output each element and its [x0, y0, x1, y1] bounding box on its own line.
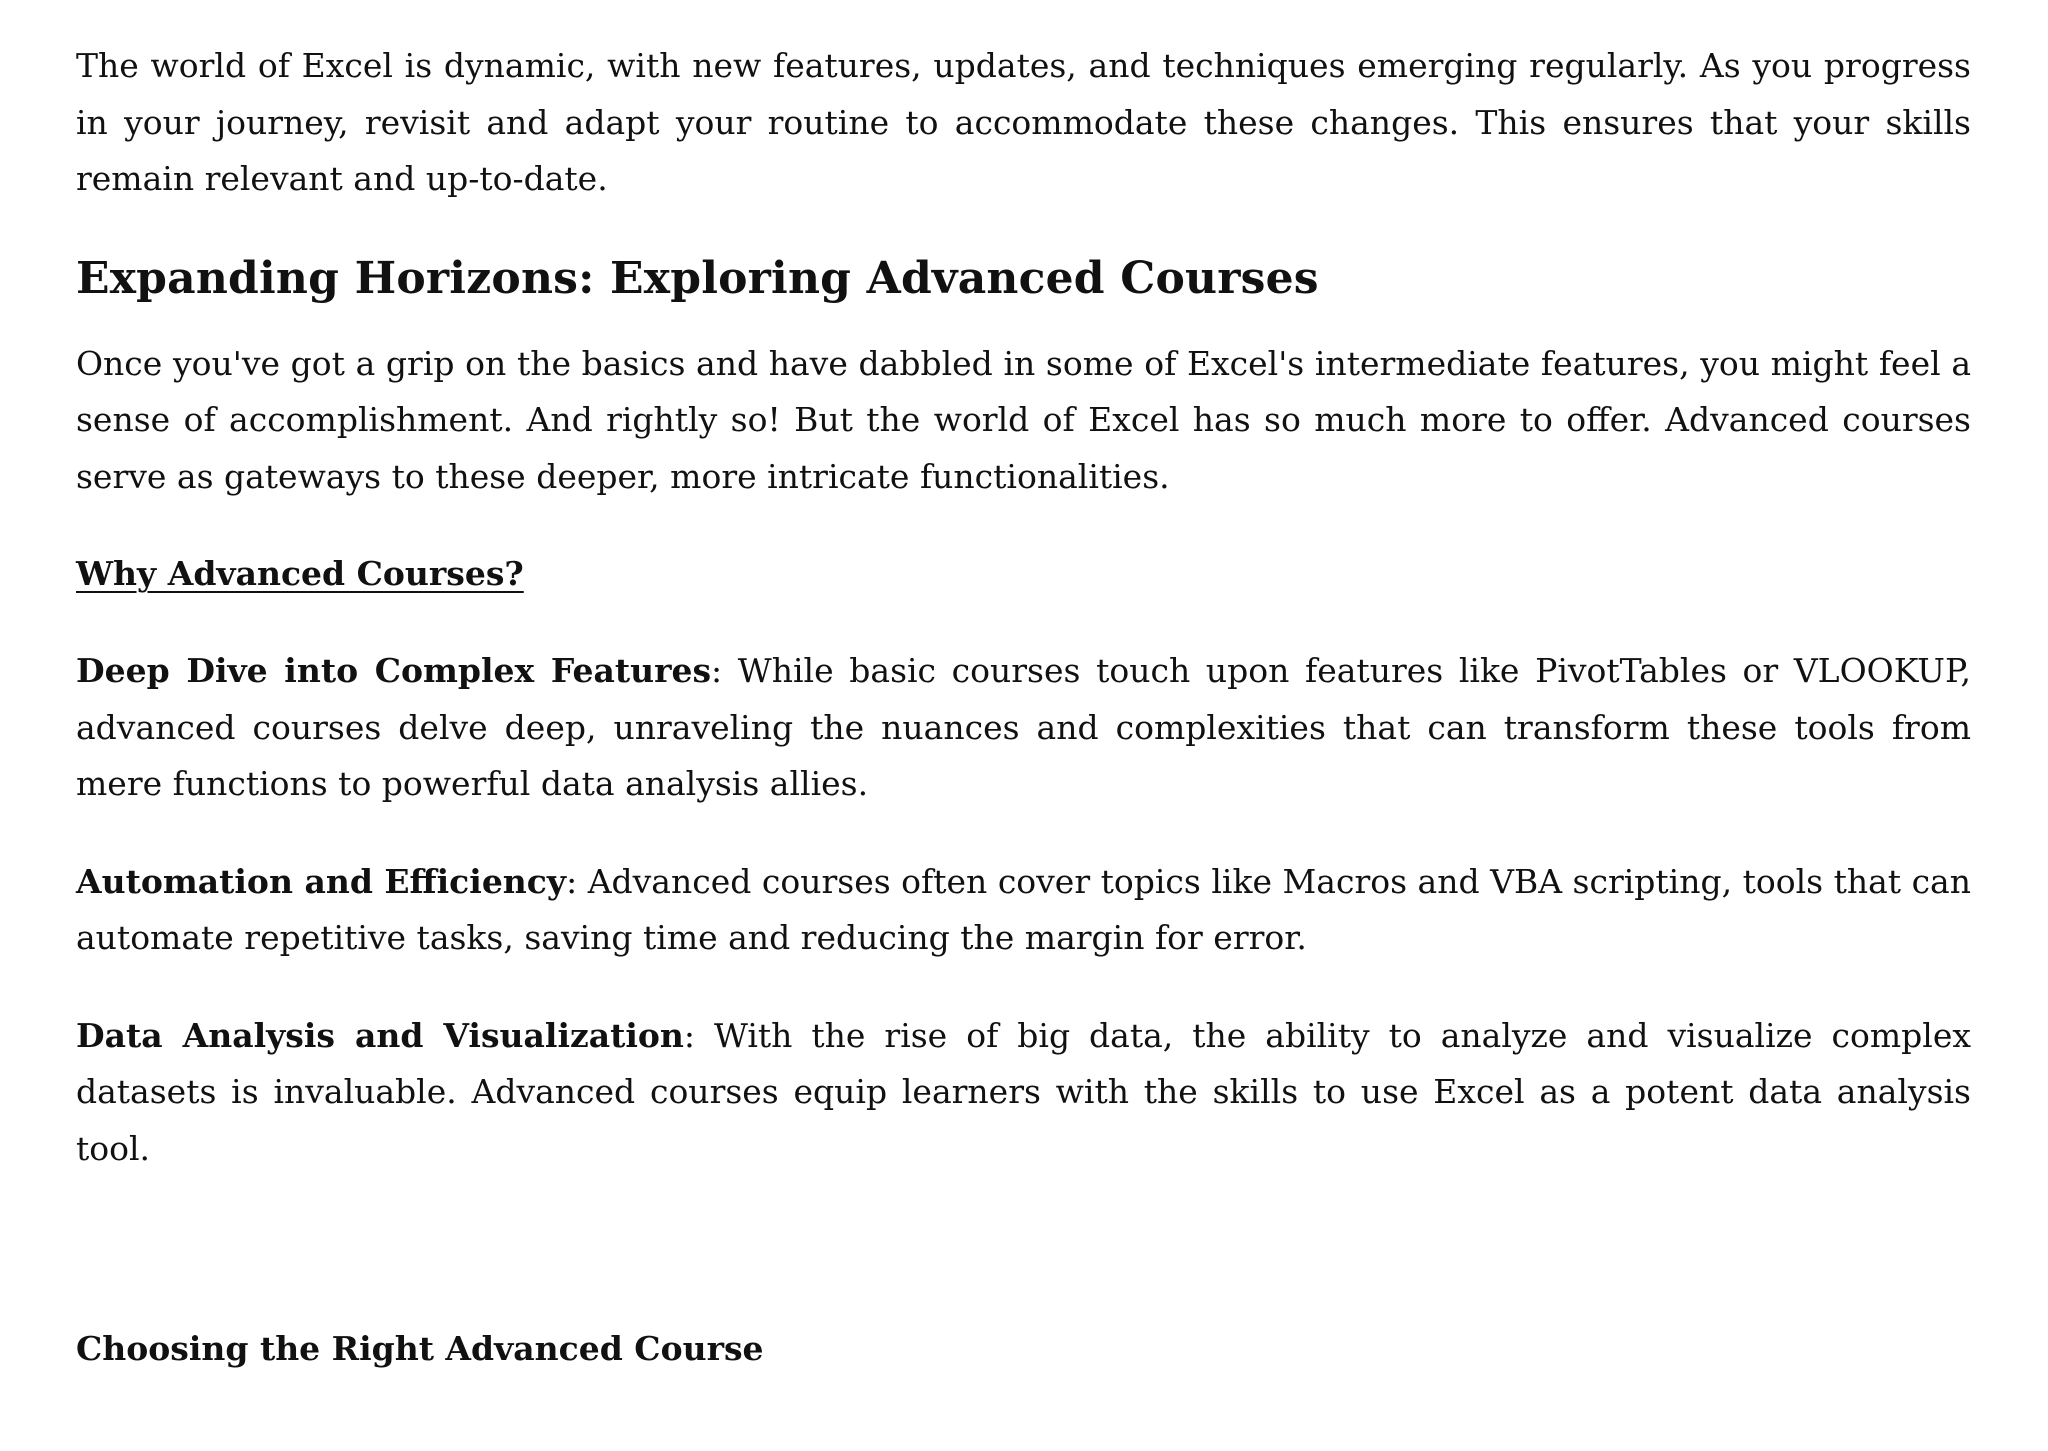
list-item-complex-features [76, 643, 1971, 813]
section-heading: Expanding Horizons: Exploring Advanced Courses [76, 252, 1319, 304]
closing-heading: Choosing the Right Advanced Course [76, 1329, 764, 1368]
subheading-text: Why Advanced Courses? [76, 554, 524, 593]
item-text: : While basic courses touch upon features like PivotTables or VLOOKUP, advanced courses delve deep, unraveling the nuances and complexities that can transform these tools from mere functions to powerful data analysis allies. [76, 651, 1971, 803]
intro-paragraph: The world of Excel is dynamic, with new features, updates, and techniques emerging regularly. As you progress in your journey, revisit and adapt your routine to accommodate these changes. This ensures that your skills remain relevant and up-to-date. [76, 46, 1971, 198]
list-item-data-analysis [76, 1008, 1971, 1178]
item-term: Automation and Efficiency [76, 861, 567, 901]
item-text: : Advanced courses often cover topics like Macros and VBA scripting, tools that can automate repetitive tasks, saving time and reducing the margin for error. [76, 861, 1971, 957]
item-text: : With the rise of big data, the ability to analyze and visualize complex datasets is invaluable. Advanced courses equip learners with the skills to use Excel as a potent data analysis tool. [76, 1015, 1971, 1168]
list-item-automation [76, 854, 1971, 967]
lead-paragraph: Once you've got a grip on the basics and have dabbled in some of Excel's intermediate features, you might feel a sense of accomplishment. And rightly so! But the world of Excel has so much more to offer. Advanced courses serve as gateways to these deeper, more intricate functionalities. [76, 343, 1971, 496]
subheading [76, 546, 1971, 602]
item-term: Deep Dive into Complex Features [76, 651, 712, 690]
item-term: Data Analysis and Visualization [76, 1015, 684, 1055]
